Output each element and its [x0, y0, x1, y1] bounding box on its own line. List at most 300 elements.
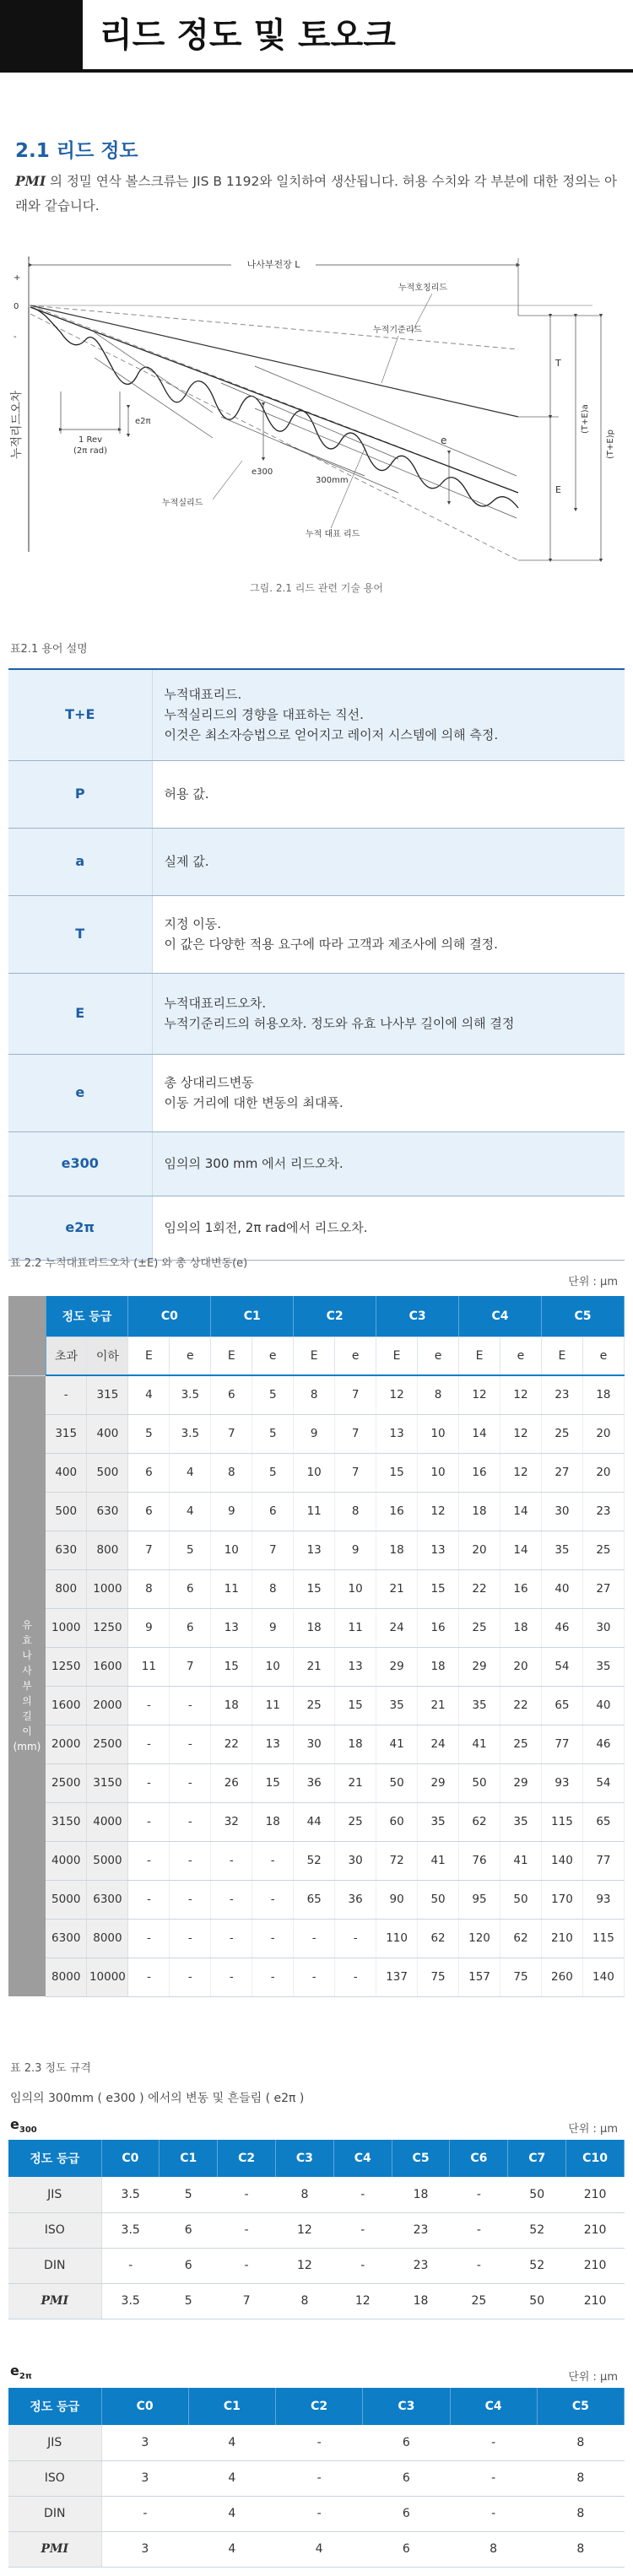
t2-cell: 41 — [418, 1841, 459, 1880]
t2-cell: 41 — [459, 1725, 500, 1763]
t2-e: e — [582, 1337, 624, 1375]
table4-cell: - — [276, 2496, 363, 2531]
t2-cell: 13 — [252, 1725, 294, 1763]
t2-cell: - — [211, 1919, 252, 1958]
mm300-label: 300mm — [316, 476, 349, 485]
table4-cell: 6 — [363, 2425, 450, 2460]
t2-cell: 24 — [376, 1608, 418, 1647]
t2-cell: 18 — [582, 1375, 624, 1414]
t2-row — [8, 1763, 625, 1802]
table4-unit: 단위 : μm — [568, 2371, 618, 2384]
table3-cell: - — [101, 2248, 160, 2283]
figure-caption: 그림. 2.1 리드 관련 기술 용어 — [250, 582, 383, 594]
term-desc-line: 누적기준리드의 허용오차. 정도와 유효 나사부 길이에 의해 결정 — [164, 1016, 515, 1031]
t2-cell: 13 — [376, 1414, 418, 1453]
t2-cell: 140 — [582, 1958, 624, 1996]
t2-cell: 11 — [211, 1569, 252, 1608]
t2-cell: 8 — [211, 1453, 252, 1492]
t2-cell: 44 — [294, 1802, 335, 1841]
table4-grade: C2 — [276, 2388, 363, 2425]
t2-cell: 18 — [500, 1608, 541, 1647]
table3-cell: 18 — [392, 2283, 450, 2319]
t2-cell: 16 — [500, 1569, 541, 1608]
table3-cell: 12 — [333, 2283, 392, 2319]
table4-cell: 4 — [188, 2460, 275, 2496]
t2-cell: 400 — [87, 1414, 128, 1453]
t2-cell: - — [170, 1725, 211, 1763]
t2-side-char: 의 — [22, 1695, 32, 1708]
t2-cell: 500 — [87, 1453, 128, 1492]
t2-cell: 35 — [500, 1802, 541, 1841]
t2-cell: 2000 — [87, 1686, 128, 1725]
t2-cell: 7 — [252, 1531, 294, 1569]
t2-cell: 110 — [376, 1919, 418, 1958]
t2-row — [8, 1492, 625, 1531]
t2-cell: 157 — [459, 1958, 500, 1996]
t2-side-char: 효 — [22, 1634, 32, 1647]
table1-caption: 표2.1 용어 설명 — [10, 643, 88, 656]
table3-cell: - — [218, 2248, 276, 2283]
standard-lead-label: 누적기준리드 — [373, 326, 422, 335]
t2-cell: 12 — [418, 1492, 459, 1531]
t2-cell: 4 — [128, 1375, 170, 1414]
t2-cell: 35 — [376, 1686, 418, 1725]
table3-grade: C5 — [392, 2140, 450, 2177]
t2-cell: 36 — [294, 1763, 335, 1802]
t2-cell: 9 — [211, 1492, 252, 1531]
t2-cell: 15 — [252, 1763, 294, 1802]
t2-cell: - — [128, 1802, 170, 1841]
t2-cell: - — [211, 1841, 252, 1880]
table4-cell: 3 — [101, 2460, 188, 2496]
table3-cell: 23 — [392, 2212, 450, 2248]
term-row — [8, 973, 625, 1054]
e300-title-sub: 300 — [19, 2125, 37, 2136]
length-label: 나사부전장 L — [246, 259, 300, 270]
t2-cell: 52 — [294, 1841, 335, 1880]
term-row — [8, 669, 625, 760]
table3-cell: 12 — [275, 2212, 333, 2248]
term-desc-line: 이 값은 다양한 적용 요구에 따라 고객과 제조사에 의해 결정. — [164, 937, 498, 952]
t2-cell: 21 — [335, 1763, 376, 1802]
table3-grade: C4 — [333, 2140, 392, 2177]
term-desc-line: 임의의 1회전, 2π rad에서 리드오차. — [164, 1220, 368, 1235]
e-label: e — [441, 435, 447, 446]
t2-cell: 23 — [582, 1492, 624, 1531]
t2-cell: 22 — [500, 1686, 541, 1725]
term-desc-line: 누적대표리드오차. — [164, 996, 267, 1011]
t2-cell: 5 — [252, 1414, 294, 1453]
t2-cell: 30 — [294, 1725, 335, 1763]
table3-row — [8, 2283, 625, 2319]
t2-cell: - — [211, 1880, 252, 1919]
t2-E: E — [376, 1337, 418, 1375]
t2-cell: 75 — [500, 1958, 541, 1996]
t2-cell: 400 — [46, 1453, 87, 1492]
term-key: T — [8, 895, 152, 973]
t2-cell: 6 — [128, 1492, 170, 1531]
t2-cell: - — [128, 1686, 170, 1725]
t2-cell: 4000 — [46, 1841, 87, 1880]
t2-cell: 25 — [459, 1608, 500, 1647]
table3-cell: - — [450, 2248, 508, 2283]
t2-side-char: (mm) — [13, 1741, 41, 1753]
t2-cell: 23 — [541, 1375, 582, 1414]
table4-grade: C4 — [450, 2388, 537, 2425]
t2-cell: 72 — [376, 1841, 418, 1880]
t2-cell: 11 — [252, 1686, 294, 1725]
term-key: a — [8, 828, 152, 895]
table4-cell: 6 — [363, 2496, 450, 2531]
t2-cell: 22 — [211, 1725, 252, 1763]
t2-cell: 7 — [170, 1647, 211, 1686]
table4-grade: C1 — [188, 2388, 275, 2425]
term-desc-line: 임의의 300 mm 에서 리드오차. — [164, 1156, 344, 1171]
t2-cell: - — [170, 1880, 211, 1919]
t2-cell: 1000 — [46, 1608, 87, 1647]
t2-cell: 8 — [418, 1375, 459, 1414]
t2-cell: 1250 — [87, 1608, 128, 1647]
t2-cell: 46 — [541, 1608, 582, 1647]
t2-cell: 93 — [541, 1763, 582, 1802]
t2-cell: 140 — [541, 1841, 582, 1880]
zero-label: 0 — [14, 302, 19, 311]
t2-cell: 62 — [500, 1919, 541, 1958]
t2-cell: 120 — [459, 1919, 500, 1958]
t2-cell: 16 — [376, 1492, 418, 1531]
table4-row-name: ISO — [8, 2460, 101, 2496]
table3-cell: - — [333, 2212, 392, 2248]
term-row — [8, 895, 625, 973]
e2pi-title — [10, 2363, 32, 2381]
t2-cell: 54 — [541, 1647, 582, 1686]
table3-cell: 52 — [508, 2212, 566, 2248]
term-desc-line: 실제 값. — [164, 854, 209, 869]
t2-cell: 260 — [541, 1958, 582, 1996]
t2-cell: 210 — [541, 1919, 582, 1958]
table3-unit: 단위 : μm — [568, 2123, 618, 2136]
t2-cell: 25 — [582, 1531, 624, 1569]
e2pi-label: e2π — [135, 417, 151, 426]
rev-label: 1 Rev — [78, 435, 103, 445]
t2-row — [8, 1725, 625, 1763]
t2-row — [8, 1647, 625, 1686]
t2-side-char: 유 — [22, 1619, 32, 1632]
t2-cell: 315 — [46, 1414, 87, 1453]
Tp-label: (T+E)p — [606, 429, 615, 459]
t2-cell: 15 — [376, 1453, 418, 1492]
t2-cell: 76 — [459, 1841, 500, 1880]
t2-cell: 36 — [335, 1880, 376, 1919]
t2-cell: - — [170, 1686, 211, 1725]
t2-cell: 35 — [459, 1686, 500, 1725]
t2-cell: 14 — [500, 1531, 541, 1569]
t2-cell: - — [128, 1958, 170, 1996]
table4-row-name: JIS — [8, 2425, 101, 2460]
t2-row — [8, 1414, 625, 1453]
t2-cell: 1600 — [87, 1647, 128, 1686]
table3-cell: - — [450, 2212, 508, 2248]
t2-e: e — [418, 1337, 459, 1375]
rev-rad-label: (2π rad) — [73, 446, 107, 456]
t2-cell: 800 — [46, 1569, 87, 1608]
t2-cell: 26 — [211, 1763, 252, 1802]
table4-cell: 4 — [276, 2531, 363, 2567]
t2-cell: 9 — [335, 1531, 376, 1569]
table3-caption: 표 2.3 정도 규격 — [10, 2062, 91, 2075]
t2-cell: 315 — [87, 1375, 128, 1414]
t2-cell: 170 — [541, 1880, 582, 1919]
table3-cell: 7 — [218, 2283, 276, 2319]
table3-cell: 8 — [275, 2283, 333, 2319]
t2-cell: 95 — [459, 1880, 500, 1919]
actual-lead-label: 누적실리드 — [162, 499, 203, 508]
t2-cell: - — [211, 1958, 252, 1996]
t2-cell: 25 — [335, 1802, 376, 1841]
t2-cell: 5 — [170, 1531, 211, 1569]
t2-row — [8, 1958, 625, 1996]
t2-row — [8, 1453, 625, 1492]
table3-cell: - — [450, 2177, 508, 2212]
table3-cell: 25 — [450, 2283, 508, 2319]
t2-cell: 800 — [87, 1531, 128, 1569]
t2-cell: - — [252, 1880, 294, 1919]
table4-cell: - — [450, 2496, 537, 2531]
t2-cell: 8 — [252, 1569, 294, 1608]
t2-cell: 20 — [582, 1414, 624, 1453]
t2-cell: 20 — [500, 1647, 541, 1686]
t2-cell: 60 — [376, 1802, 418, 1841]
table3-cell: 5 — [160, 2177, 218, 2212]
t2-under: 이하 — [87, 1337, 128, 1375]
t2-cell: 6300 — [87, 1880, 128, 1919]
t2-cell: 13 — [211, 1608, 252, 1647]
e300-title-e: e — [10, 2116, 19, 2132]
t2-cell: 12 — [459, 1375, 500, 1414]
table3-cell: 23 — [392, 2248, 450, 2283]
t2-cell: 10 — [335, 1569, 376, 1608]
t2-cell: 29 — [500, 1763, 541, 1802]
table4-cell: - — [276, 2425, 363, 2460]
t2-cell: 6 — [211, 1375, 252, 1414]
table3-cell: 5 — [160, 2283, 218, 2319]
t2-cell: 3.5 — [170, 1414, 211, 1453]
t2-cell: 11 — [294, 1492, 335, 1531]
table4-grade: C0 — [101, 2388, 188, 2425]
e300-label: e300 — [252, 467, 273, 477]
table4-grade: C5 — [537, 2388, 624, 2425]
table3-row-name: ISO — [8, 2212, 101, 2248]
t2-cell: 8000 — [46, 1958, 87, 1996]
table3-grade: C7 — [508, 2140, 566, 2177]
t2-cell: 77 — [582, 1841, 624, 1880]
t2-cell: 7 — [335, 1414, 376, 1453]
t2-cell: 115 — [541, 1802, 582, 1841]
e2pi-title-sub: 2π — [19, 2372, 32, 2382]
term-row — [8, 760, 625, 828]
t2-cell: 9 — [252, 1608, 294, 1647]
t2-cell: 6 — [128, 1453, 170, 1492]
intro-text: 의 정밀 연삭 볼스크류는 JIS B 1192와 일치하여 생산됩니다. 허용 수치와 각 부분에 대한 정의는 아래와 같습니다. — [15, 174, 617, 213]
t2-cell: 25 — [294, 1686, 335, 1725]
table3-cell: - — [333, 2248, 392, 2283]
t2-cell: - — [128, 1841, 170, 1880]
t2-row — [8, 1802, 625, 1841]
t2-cell: 6 — [170, 1569, 211, 1608]
term-key: e — [8, 1054, 152, 1131]
table3-row-name: DIN — [8, 2248, 101, 2283]
t2-cell: 4 — [170, 1453, 211, 1492]
t2-cell: - — [170, 1919, 211, 1958]
t2-cell: 7 — [128, 1531, 170, 1569]
table3-grade: C10 — [566, 2140, 625, 2177]
t2-cell: 5000 — [87, 1841, 128, 1880]
t2-cell: 18 — [418, 1647, 459, 1686]
t2-cell: 62 — [459, 1802, 500, 1841]
t2-cell: 18 — [459, 1492, 500, 1531]
t2-side-char: 나 — [22, 1650, 32, 1662]
t2-cell: 30 — [541, 1492, 582, 1531]
t2-cell: 35 — [418, 1802, 459, 1841]
t2-cell: 630 — [87, 1492, 128, 1531]
term-desc — [152, 760, 625, 828]
table3-cell: 3.5 — [101, 2283, 160, 2319]
y-axis-label: 누적리드오차 — [10, 390, 24, 459]
t2-cell: 25 — [500, 1725, 541, 1763]
t2-grade: C2 — [294, 1296, 376, 1337]
t2-cell: 54 — [582, 1763, 624, 1802]
t2-cell: 21 — [376, 1569, 418, 1608]
t2-side-char: 사 — [22, 1665, 32, 1677]
term-key: e300 — [8, 1131, 152, 1196]
term-row — [8, 1054, 625, 1131]
t2-cell: 29 — [418, 1763, 459, 1802]
t2-cell: 11 — [128, 1647, 170, 1686]
terms-table — [8, 668, 625, 1261]
t2-cell: 29 — [376, 1647, 418, 1686]
t2-cell: 50 — [500, 1880, 541, 1919]
t2-cell: 115 — [582, 1919, 624, 1958]
table4-cell: 3 — [101, 2531, 188, 2567]
table3-grade: C2 — [218, 2140, 276, 2177]
t2-cell: 27 — [582, 1569, 624, 1608]
term-desc-line: 지정 이동. — [164, 916, 221, 932]
t2-cell: 75 — [418, 1958, 459, 1996]
t2-cell: 9 — [128, 1608, 170, 1647]
t2-cell: 3150 — [87, 1763, 128, 1802]
t2-cell: 93 — [582, 1880, 624, 1919]
term-row — [8, 828, 625, 895]
t2-cell: 15 — [294, 1569, 335, 1608]
table4-cell: 8 — [450, 2531, 537, 2567]
t2-cell: 13 — [335, 1647, 376, 1686]
table3-cell: 50 — [508, 2283, 566, 2319]
table3-cell: 210 — [566, 2177, 625, 2212]
t2-grade: C1 — [211, 1296, 294, 1337]
t2-cell: 7 — [335, 1453, 376, 1492]
term-desc — [152, 973, 625, 1054]
t2-cell: 1600 — [46, 1686, 87, 1725]
page-title: 리드 정도 및 토오크 — [100, 16, 396, 55]
table4-row — [8, 2496, 625, 2531]
term-desc — [152, 895, 625, 973]
table3-cell: 6 — [160, 2212, 218, 2248]
table4-grade: C3 — [363, 2388, 450, 2425]
t2-cell: 6 — [170, 1608, 211, 1647]
table4-cell: 4 — [188, 2531, 275, 2567]
t2-cell: 62 — [418, 1919, 459, 1958]
t2-cell: 90 — [376, 1880, 418, 1919]
table4-cell: 8 — [537, 2460, 624, 2496]
table4-grade-label: 정도 등급 — [8, 2388, 101, 2425]
t2-cell: 13 — [294, 1531, 335, 1569]
table3-grade: C6 — [450, 2140, 508, 2177]
t2-cell: 21 — [418, 1686, 459, 1725]
t2-cell: 15 — [418, 1569, 459, 1608]
t2-e: e — [170, 1337, 211, 1375]
table3-row-name: JIS — [8, 2177, 101, 2212]
t2-cell: 10 — [418, 1414, 459, 1453]
t2-cell: 10000 — [87, 1958, 128, 1996]
t2-corner — [8, 1296, 46, 1375]
t2-cell: - — [252, 1919, 294, 1958]
t2-cell: 2500 — [46, 1763, 87, 1802]
t2-cell: 30 — [582, 1608, 624, 1647]
t2-cell: 40 — [582, 1686, 624, 1725]
t2-cell: 14 — [459, 1414, 500, 1453]
E-label: E — [555, 484, 561, 495]
term-desc-line: 이것은 최소자승법으로 얻어지고 레이저 시스템에 의해 측정. — [164, 727, 499, 743]
t2-cell: 18 — [376, 1531, 418, 1569]
t2-side-char: 부 — [22, 1680, 32, 1693]
t2-cell: 11 — [335, 1608, 376, 1647]
e2pi-title-e: e — [10, 2363, 19, 2379]
e300-table — [8, 2140, 625, 2319]
t2-cell: - — [170, 1802, 211, 1841]
t2-E: E — [541, 1337, 582, 1375]
t2-cell: 29 — [459, 1647, 500, 1686]
t2-cell: - — [294, 1958, 335, 1996]
table3-grade: C3 — [275, 2140, 333, 2177]
intro-paragraph — [15, 169, 619, 219]
t2-cell: 10 — [418, 1453, 459, 1492]
table4-cell: 6 — [363, 2531, 450, 2567]
t2-cell: 2000 — [46, 1725, 87, 1763]
term-desc-line: 허용 값. — [164, 786, 209, 802]
t2-cell: 65 — [582, 1802, 624, 1841]
t2-E: E — [211, 1337, 252, 1375]
Ta-label: (T+E)a — [581, 404, 590, 434]
t2-row — [8, 1608, 625, 1647]
term-desc-line: 이동 거리에 대한 변동의 최대폭. — [164, 1095, 344, 1110]
t2-cell: 16 — [418, 1608, 459, 1647]
table4-row — [8, 2425, 625, 2460]
table4-cell: - — [101, 2496, 188, 2531]
t2-row — [8, 1880, 625, 1919]
t2-cell: 5 — [252, 1375, 294, 1414]
t2-E: E — [459, 1337, 500, 1375]
t2-cell: - — [252, 1841, 294, 1880]
t2-cell: 13 — [418, 1531, 459, 1569]
table3-cell: 50 — [508, 2177, 566, 2212]
t2-cell: 35 — [582, 1647, 624, 1686]
t2-e: e — [252, 1337, 294, 1375]
table4-cell: - — [276, 2460, 363, 2496]
table3-cell: 8 — [275, 2177, 333, 2212]
plus-label: + — [14, 273, 21, 283]
t2-cell: 41 — [500, 1841, 541, 1880]
table3-cell: 3.5 — [101, 2212, 160, 2248]
